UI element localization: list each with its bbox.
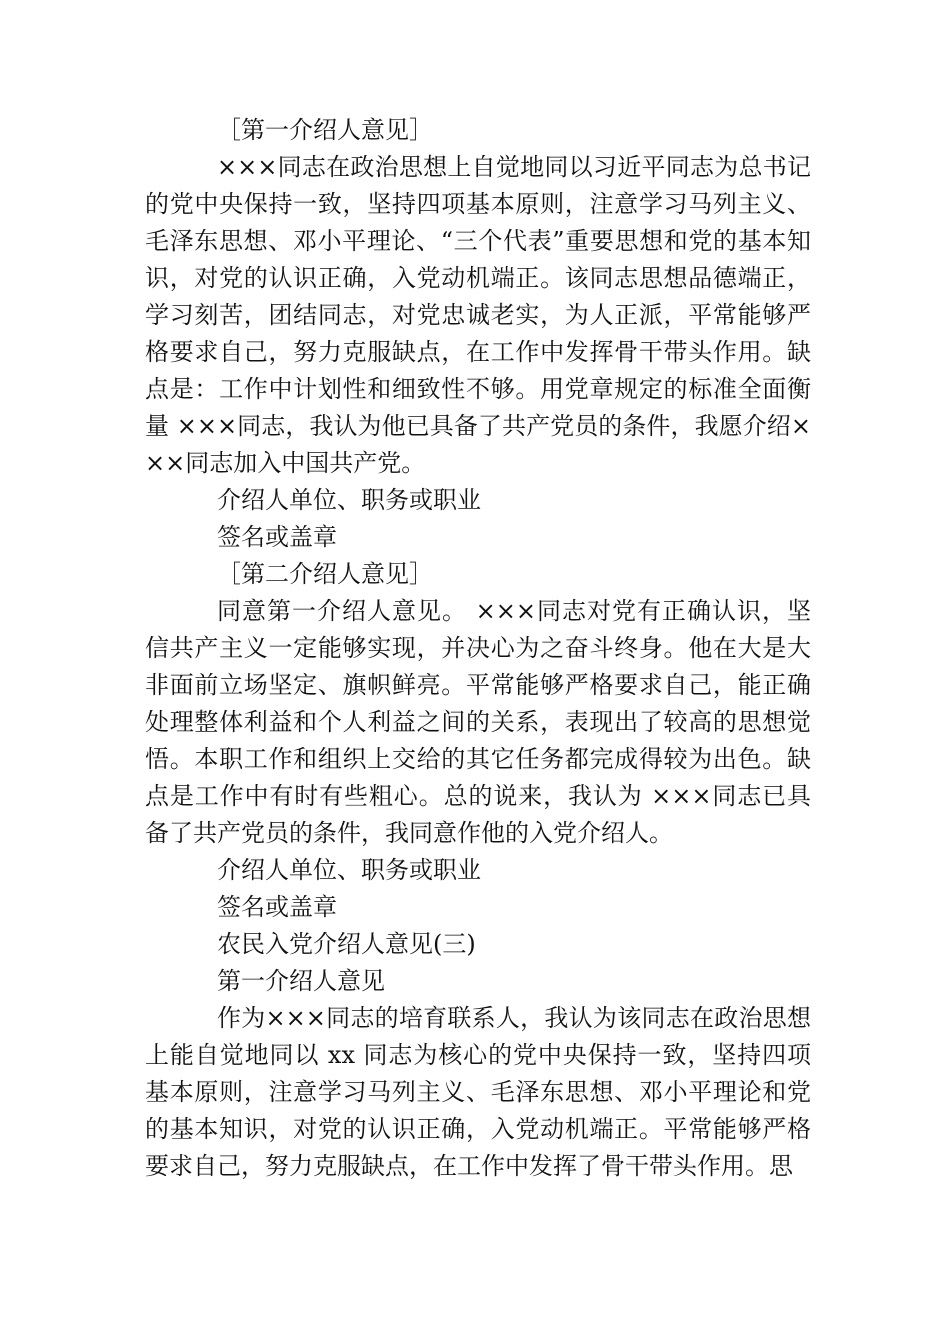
heading-first-introducer-opinion-3: 第一介绍人意见 [217, 967, 385, 995]
signature-or-seal-label-2: 签名或盖章 [217, 893, 337, 921]
paragraph-first-introducer-text-3: 作为×××同志的培育联系人，我认为该同志在政治思想上能自觉地同以 xx 同志为核心的党中央保持一致，坚持四项基本原则，注意学习马列主义、毛泽东思想、邓小平理论和党的基本知识，对党的认识正确，入党动机端正。平常能够严格要求自己，努力克服缺点，在工作中发挥了骨干带头作用。思 [145, 1004, 811, 1180]
section-title-farmer-opinion-3: 农民入党介绍人意见(三) [217, 930, 476, 958]
heading-second-introducer-opinion: ［第二介绍人意见］ [217, 560, 433, 588]
heading-first-introducer-opinion: ［第一介绍人意见］ [217, 116, 433, 144]
paragraph-first-introducer-text: ×××同志在政治思想上自觉地同以习近平同志为总书记的党中央保持一致，坚持四项基本原则，注意学习马列主义、毛泽东思想、邓小平理论、“三个代表”重要思想和党的基本知识，对党的认识正确，入党动机端正。该同志思想品德端正，学习刻苦，团结同志，对党忠诚老实，为人正派，平常能够严格要求自己，努力克服缺点，在工作中发挥骨干带头作用。缺点是：工作中计划性和细致性不够。用党章规定的标准全面衡量 ×××同志，我认为他已具备了共产党员的条件，我愿介绍×××同志加入中国共产党。 [145, 153, 811, 477]
paragraph-second-introducer-text: 同意第一介绍人意见。 ×××同志对党有正确认识，坚信共产主义一定能够实现，并决心为之奋斗终身。他在大是大非面前立场坚定、旗帜鲜亮。平常能够严格要求自己，能正确处理整体利益和个人利益之间的关系，表现出了较高的思想觉悟。本职工作和组织上交给的其它任务都完成得较为出色。缺点是工作中有时有些粗心。总的说来，我认为 ×××同志已具备了共产党员的条件，我同意作他的入党介绍人。 [145, 597, 811, 847]
introducer-unit-position-label: 介绍人单位、职务或职业 [217, 486, 481, 514]
introducer-unit-position-label-2: 介绍人单位、职务或职业 [217, 856, 481, 884]
signature-or-seal-label: 签名或盖章 [217, 523, 337, 551]
document-body [145, 112, 811, 1185]
